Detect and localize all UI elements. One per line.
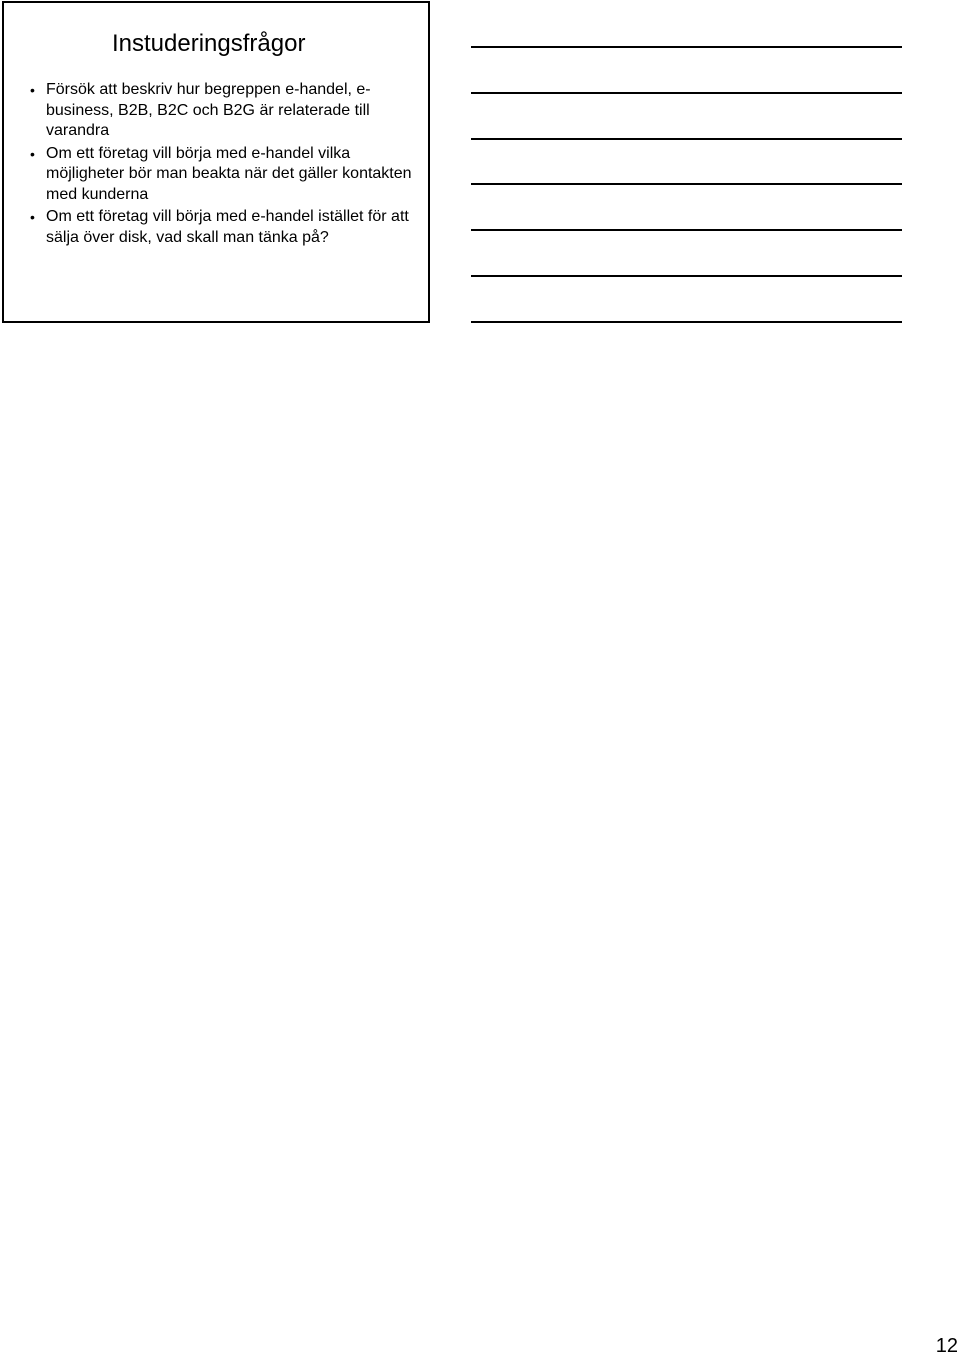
bullet-item: [30, 80, 415, 142]
bullet-marker: •: [30, 82, 35, 98]
bullet-item: [30, 144, 415, 206]
note-line: [471, 92, 902, 94]
note-line: [471, 275, 902, 277]
note-line: [471, 46, 902, 48]
slide-frame: [2, 1, 430, 323]
page-number: 12: [935, 1335, 958, 1357]
bullet-marker: •: [30, 145, 35, 162]
slide-title: Instuderingsfrågor: [112, 30, 306, 57]
bullet-text: Försök att beskriv hur begreppen e-handel, e-business, B2B, B2C och B2G är relaterade till varandra: [46, 81, 371, 139]
note-line: [471, 229, 902, 231]
bullet-marker: •: [30, 209, 35, 225]
bullet-text: Om ett företag vill börja med e-handel vilka möjligheter bör man beakta när det gäller kontakten med kunderna: [46, 144, 412, 203]
note-line: [471, 321, 902, 323]
note-line: [471, 138, 902, 140]
note-line: [471, 183, 902, 185]
bullet-text: Om ett företag vill börja med e-handel istället för att sälja över disk, vad skall man tänka på?: [46, 208, 409, 246]
bullet-item: [30, 207, 415, 248]
bullet-list: [30, 80, 415, 250]
